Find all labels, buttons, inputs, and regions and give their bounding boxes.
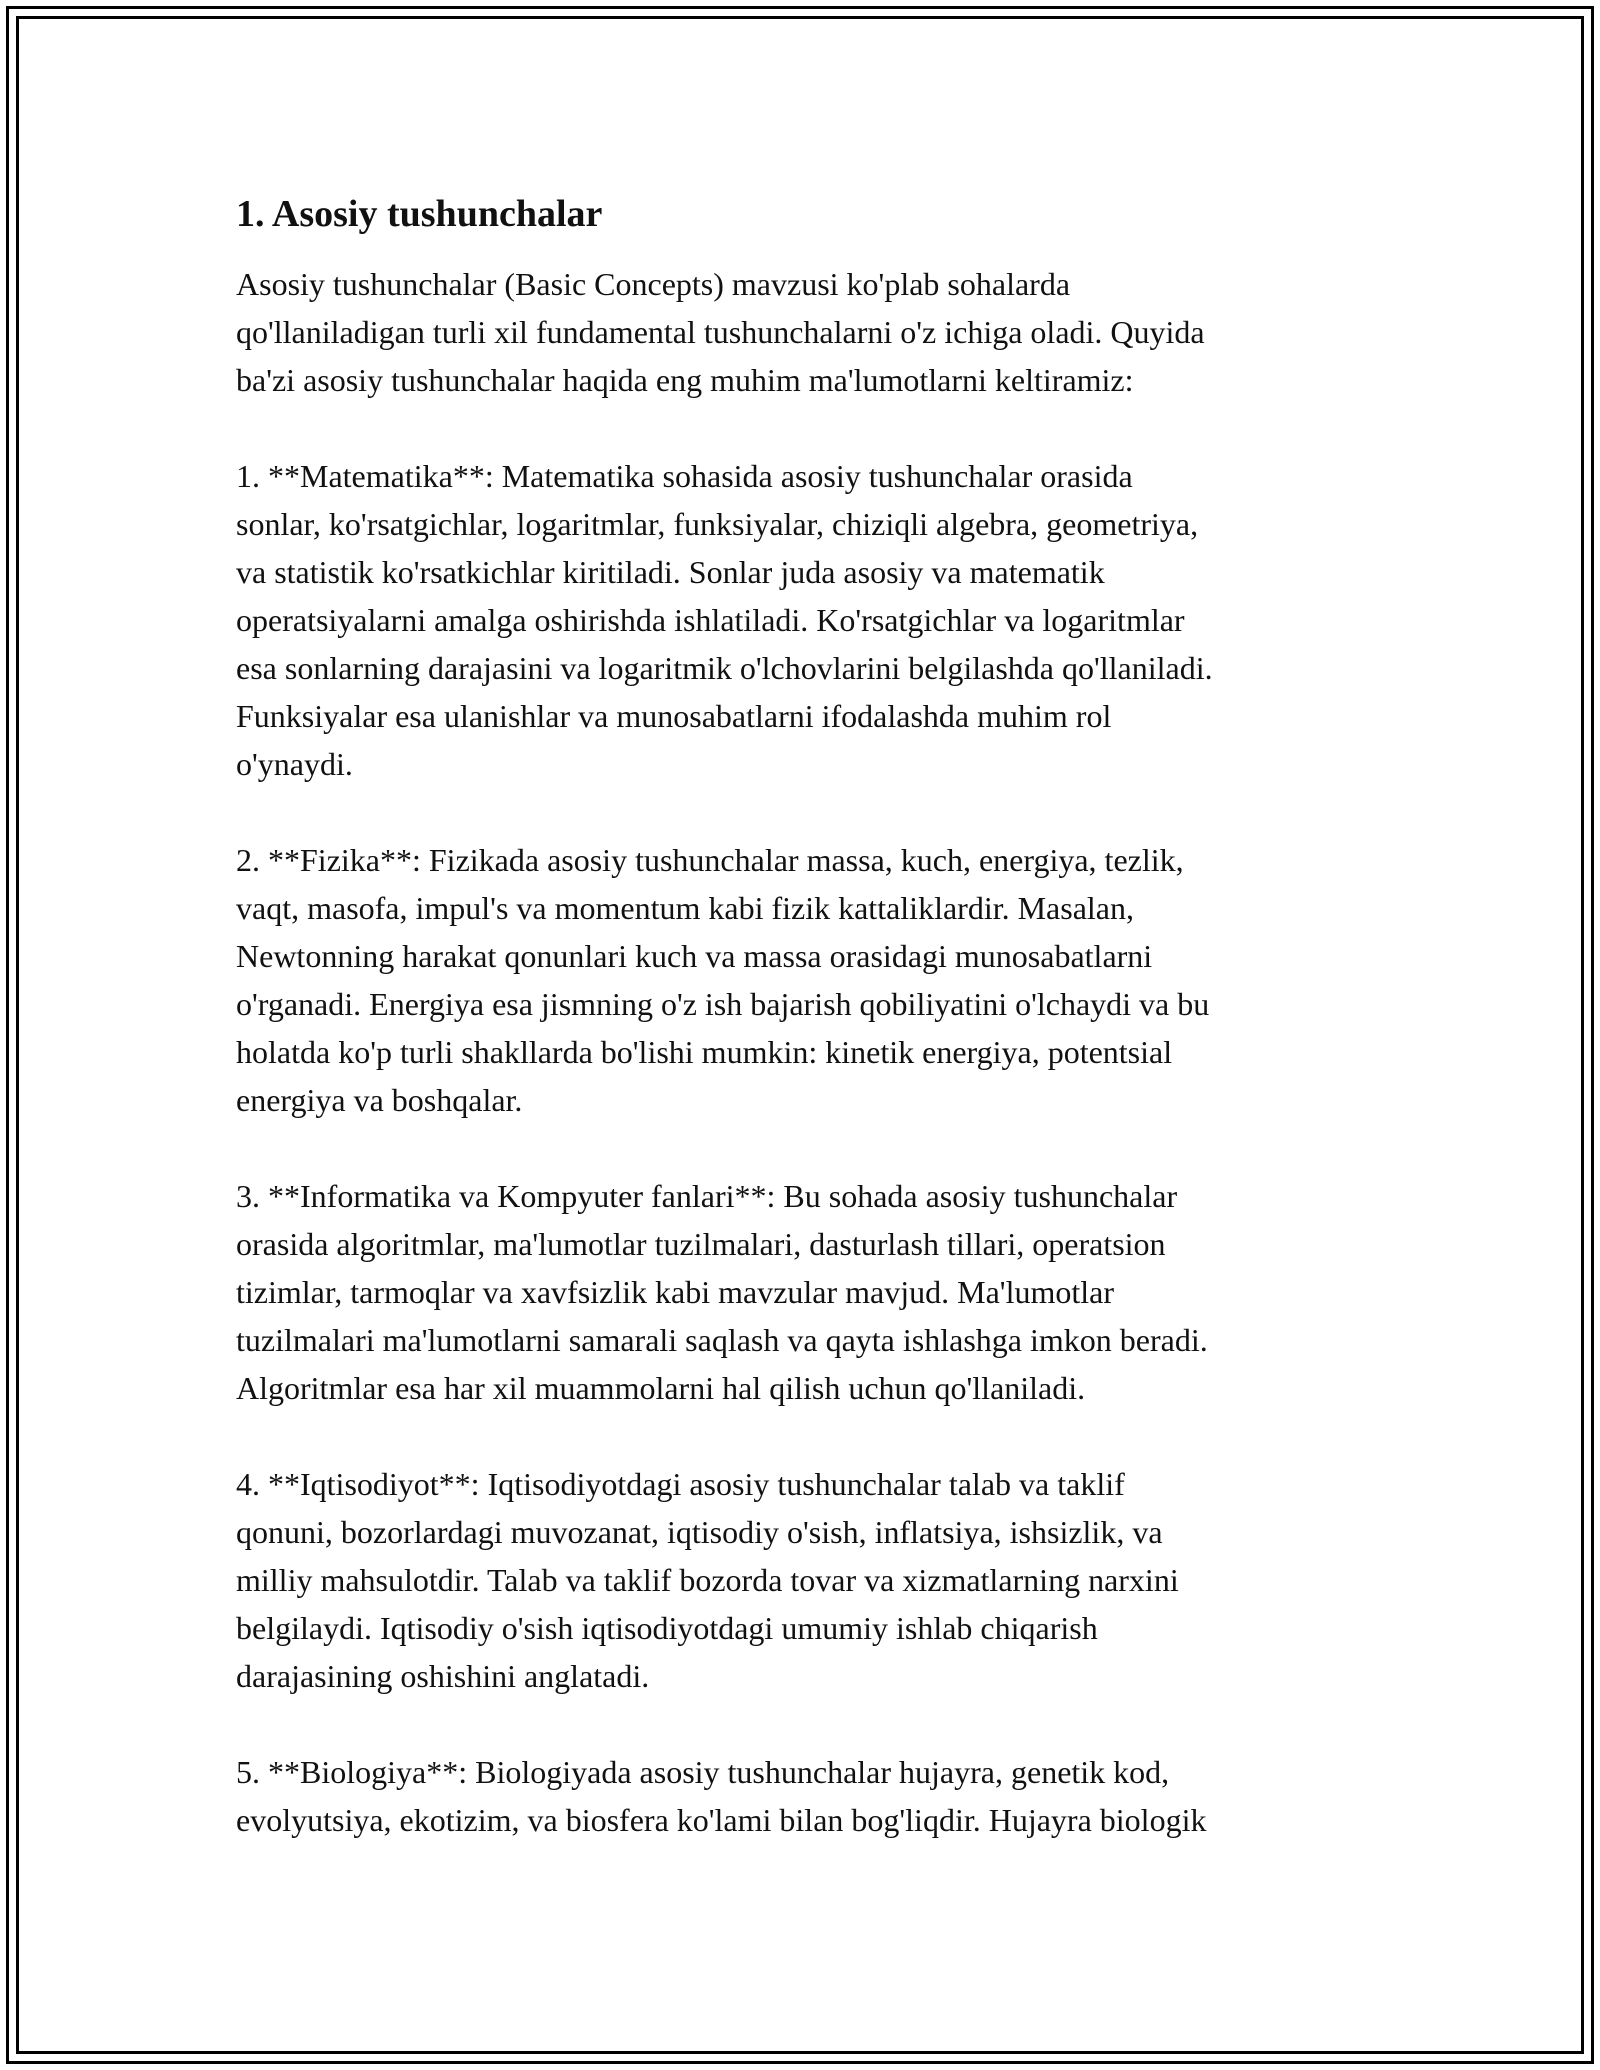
section-heading: 1. Asosiy tushunchalar — [236, 193, 603, 235]
intro-paragraph: Asosiy tushunchalar (Basic Concepts) mavzusi ko'plab sohalarda qo'llaniladigan turli xil fundamental tushunchalarni o'z ichiga oladi. Quyida ba'zi asosiy tushunchalar haqida eng muhim ma'lumotlarni keltiramiz: — [236, 266, 1205, 398]
paragraph-matematika: 1. **Matematika**: Matematika sohasida asosiy tushunchalar orasida sonlar, ko'rsatgichlar, logaritmlar, funksiyalar, chiziqli algebra, geometriya, va statistik ko'rsatkichlar kiritiladi. Sonlar juda asosiy va matematik operatsiyalarni amalga oshirishda ishlatiladi. Ko'rsatgichlar va logaritmlar esa sonlarning darajasini va logaritmik o'lchovlarini belgilashda qo'llaniladi. Funksiyalar esa ulanishlar va munosabatlarni ifodalashda muhim rol o'ynaydi. — [236, 458, 1213, 782]
paragraph-fizika: 2. **Fizika**: Fizikada asosiy tushunchalar massa, kuch, energiya, tezlik, vaqt, masofa, impul's va momentum kabi fizik kattaliklardir. Masalan, Newtonning harakat qonunlari kuch va massa orasidagi munosabatlarni o'rganadi. Energiya esa jismning o'z ish bajarish qobiliyatini o'lchaydi va bu holatda ko'p turli shakllarda bo'lishi mumkin: kinetik energiya, potentsial energiya va boshqalar. — [236, 842, 1210, 1118]
paragraph-biologiya: 5. **Biologiya**: Biologiyada asosiy tushunchalar hujayra, genetik kod, evolyutsiya, ekotizim, va biosfera ko'lami bilan bog'liqdir. Hujayra biologik — [236, 1754, 1207, 1838]
paragraph-iqtisodiyot: 4. **Iqtisodiyot**: Iqtisodiyotdagi asosiy tushunchalar talab va taklif qonuni, bozorlardagi muvozanat, iqtisodiy o'sish, inflatsiya, ishsizlik, va milliy mahsulotdir. Talab va taklif bozorda tovar va xizmatlarning narxini belgilaydi. Iqtisodiy o'sish iqtisodiyotdagi umumiy ishlab chiqarish darajasining oshishini anglatadi. — [236, 1466, 1179, 1694]
paragraph-informatika: 3. **Informatika va Kompyuter fanlari**: Bu sohada asosiy tushunchalar orasida algoritmlar, ma'lumotlar tuzilmalari, dasturlash tillari, operatsion tizimlar, tarmoqlar va xavfsizlik kabi mavzular mavjud. Ma'lumotlar tuzilmalari ma'lumotlarni samarali saqlash va qayta ishlashga imkon beradi. Algoritmlar esa har xil muammolarni hal qilish uchun qo'llaniladi. — [236, 1178, 1208, 1406]
document-body — [236, 188, 1376, 1844]
